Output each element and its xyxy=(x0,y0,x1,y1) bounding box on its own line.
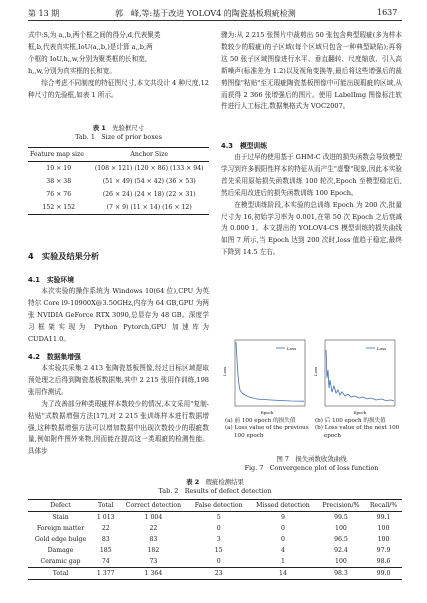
issue-number: 第 13 期 xyxy=(28,9,60,18)
table1-header: Anchor Size xyxy=(130,151,169,158)
page-number: 1637 xyxy=(377,8,398,17)
table-row xyxy=(28,556,402,568)
table-cell: 1 xyxy=(281,558,285,565)
table-cell: 3 xyxy=(216,536,221,543)
table2-header: Total xyxy=(98,502,114,509)
intro-line: 式中:S,为 a,,b,两个框之间的得分,d,代表聚类 xyxy=(28,31,161,39)
table-row xyxy=(28,162,209,176)
table2-header: False detection xyxy=(194,502,243,509)
table-cell: 100 xyxy=(335,525,347,532)
table-cell: 185 xyxy=(99,547,112,554)
paragraph: 骤为:从 2 215 张图片中裁剪出 50 张包含典型瑕疵(多为样本数较少的瑕疵)的子区域(每个区域只包含一种典型缺陷);再将这 50 张子区域图像进行水平、垂直翻转、尺度缩放、引入高斯噪声(标准差为 1.2)以及视角变换等,最后将这些增强后的裁剪图像"粘贴"至无瑕疵陶瓷基板图像中可能出现瑕疵的区域,从而获得 2 366 张增强后的图片。使用 LabelImg 图像标注软件进行人工标注,数据集格式为 VOC2007。 xyxy=(221,31,402,111)
table-cell: 100 xyxy=(377,536,390,543)
table-cell: 0 xyxy=(216,525,221,532)
table-cell: (108 × 121) (120 × 86) (133 × 94) xyxy=(94,165,204,172)
table1-header: Feature map size xyxy=(30,151,84,158)
paragraph: 本实验共采集 2 413 张陶瓷基板图像,经过目标区域提取预处理之后得到陶瓷基板数据集,其中 2 215 张用作训练,198 张用作测试。 xyxy=(28,364,209,396)
paragraph: 为了改善部分种类瑕疵样本数较少的情况,本文采用"复制-粘贴"式数据增强方法[17],对 2 215 张训练样本进行数据增强,这种数据增强方法可以增加数据中出现次数较少的瑕疵数量,例如附件图外来物,因而能在提高这一类瑕疵的检测性能。具体步 xyxy=(28,399,209,456)
table1-caption xyxy=(28,124,209,142)
table1-title-en: Size of prior boxes xyxy=(101,133,162,141)
table1-label: 表 1 xyxy=(92,124,106,132)
figure-7 xyxy=(221,330,402,450)
subcaption-en: epoch xyxy=(324,432,341,439)
table-cell: 83 xyxy=(149,536,158,543)
table-cell: 98.3 xyxy=(334,570,348,577)
subcaption-cn: (b) 后 100 epoch 的损失值 xyxy=(315,418,386,424)
loss-plot-b xyxy=(313,340,395,415)
table-cell: 182 xyxy=(147,547,160,554)
table-cell: 96.5 xyxy=(334,536,348,543)
table2-label: 表 2 xyxy=(186,478,200,486)
x-axis-label: Epoch xyxy=(260,410,274,415)
subsection-4-2-title: 4.2 数据集增强 xyxy=(28,353,81,361)
table-cell: 73 xyxy=(149,558,158,565)
intro-line: 框,b,代表真实框,IoU(a,,b,)是计算 a,,b,两 xyxy=(28,42,153,51)
table-cell: (51 × 49) (54 × 42) (36 × 53) xyxy=(102,178,196,185)
subcaption-cn: (a) 前 100 epoch 的损失值 xyxy=(225,418,296,424)
table-cell: 4 xyxy=(281,547,285,554)
table-total-row xyxy=(28,568,402,580)
table-cell: (26 × 24) (24 × 18) (22 × 31) xyxy=(102,191,196,198)
table-cell: 15 xyxy=(214,547,223,554)
table-cell: 99.5 xyxy=(334,514,348,521)
table-cell: 14 xyxy=(279,570,287,577)
header-rule xyxy=(28,20,402,21)
table-row xyxy=(28,545,402,556)
prior-box-table xyxy=(28,147,209,215)
table2-header: Missed detection xyxy=(256,502,310,509)
table-cell: 0 xyxy=(281,536,285,543)
training-text xyxy=(221,152,402,259)
table-cell: Ceramic gap xyxy=(40,558,81,565)
table-cell: 1 377 xyxy=(96,570,115,577)
table2-header: Correct detection xyxy=(125,502,182,509)
table-header-row xyxy=(28,500,402,512)
subfigure-b-caption xyxy=(315,418,402,440)
legend-label: Loss xyxy=(287,346,297,351)
table-cell: Foreign matter xyxy=(36,525,85,532)
table2-caption xyxy=(28,478,402,496)
table-row xyxy=(28,512,402,524)
table-cell: 100 xyxy=(335,558,347,565)
table-cell: 19 × 19 xyxy=(46,165,72,172)
figure-caption-en: Fig. 7 Convergence plot of loss function xyxy=(244,464,379,472)
augmentation-text xyxy=(28,363,209,458)
table-cell: 9 xyxy=(281,514,285,521)
subcaption-en: (b) Loss value of the next 100 xyxy=(315,425,400,432)
augmentation-steps-text xyxy=(221,30,402,113)
table-cell: 23 xyxy=(214,570,223,577)
table-cell: 92.4 xyxy=(334,547,348,554)
subcaption-en: (a) Loss value of the previous xyxy=(225,425,309,432)
table-cell: 83 xyxy=(101,536,110,543)
table-cell: (7 × 9) (11 × 14) (16 × 12) xyxy=(106,204,192,211)
table-cell: 99.1 xyxy=(376,514,391,521)
table-cell: 99.0 xyxy=(376,570,391,577)
table2-header: Precision/% xyxy=(322,502,360,509)
table-cell: 97.9 xyxy=(376,547,391,554)
table-cell: 1 364 xyxy=(144,570,163,577)
figure7-caption xyxy=(221,455,402,473)
intro-text-block xyxy=(28,30,209,101)
subsection-4-3-title: 4.3 模型训练 xyxy=(221,142,268,150)
table-cell: 76 × 76 xyxy=(46,191,72,198)
table2-title: 瑕疵检测结果 xyxy=(205,478,244,486)
table-cell: 1 004 xyxy=(144,514,163,521)
table2-header: Recall/% xyxy=(369,502,398,509)
table-cell: 22 xyxy=(101,525,110,532)
table2-title-en: Results of defect detection xyxy=(184,487,272,495)
running-title: 郭 峰,等:基于改进 YOLOV4 的陶瓷基板瑕疵检测 xyxy=(115,9,296,18)
table-cell: 5 xyxy=(216,514,221,521)
table-cell: 38 × 38 xyxy=(46,178,72,185)
loss-plot-a xyxy=(222,340,305,415)
y-axis-label: Loss xyxy=(313,366,318,376)
legend-label: Loss xyxy=(377,346,387,351)
environment-text xyxy=(28,286,209,346)
table-cell: 0 xyxy=(281,525,285,532)
paragraph: 本次实验的操作系统为 Windows 10(64 位),CPU 为英特尔 Core i9-10900X@3.50GHz,内存为 64 GB,GPU 为两张 NVIDIA GeForce RTX 3090,总显存为 48 GB。深度学习框架实现为 Python Pytorch,GPU 加速库为 CUDA11.0。 xyxy=(28,287,209,343)
subsection-4-1-title: 4.1 实验环境 xyxy=(28,276,75,284)
table2-label-en: Tab. 2 xyxy=(158,487,179,495)
table-row xyxy=(28,175,209,188)
intro-line: h,,w,分别为真实框的长和宽。 xyxy=(28,66,116,75)
section-4-title: 4 实验及结果分析 xyxy=(28,251,100,261)
paragraph: 综合考虑不同制度的特征图尺寸,本文共设计 4 种尺度,12 种尺寸的先验框,如表 1 所示。 xyxy=(28,78,209,99)
defect-detection-table xyxy=(28,499,402,580)
table-cell: Stain xyxy=(52,514,69,521)
table-cell: 0 xyxy=(216,558,221,565)
y-axis-label: Loss xyxy=(222,366,227,376)
table-row xyxy=(28,201,209,215)
table-cell: 100 xyxy=(377,525,390,532)
intro-line: 个框的 IoU,h,,w,分别为聚类框的长和宽, xyxy=(28,54,147,63)
table-row xyxy=(28,523,402,534)
subfigure-a-caption xyxy=(225,418,311,440)
table-cell: 22 xyxy=(149,525,158,532)
table-cell: 1 013 xyxy=(96,514,115,521)
table1-label-en: Tab. 1 xyxy=(75,133,95,141)
paragraph: 在模型训练阶段,本实验的总训练 Epoch 为 200 次,批量尺寸为 16,初始学习率为 0.001,在第 50 次 Epoch 之后衰减为 0.000 1。本文提出的 YOLOV4-CS 模型训练的损失曲线如图 7 所示,当 Epoch 达到 200 次时,loss 值趋于稳定,最终下降到 14.5 左右。 xyxy=(221,200,402,257)
table1-title: 先验框尺寸 xyxy=(112,124,145,132)
figure-caption-cn: 图 7 损失函数收敛曲线 xyxy=(276,455,347,463)
table-cell: 98.6 xyxy=(376,558,391,565)
subcaption-en: 100 epoch xyxy=(234,432,264,439)
table-cell: 74 xyxy=(101,558,110,565)
paragraph: 由于过早的使用基于 GHM-C 改进的损失函数会导致模型学习到许多假阳性样本的特征从而产生"虚警"现象,因此本实验首先采用原始损失函数训练 100 轮次,Epoch 至模型稳定后,然后采用改进后的损失函数训练 100 Epoch。 xyxy=(221,153,402,197)
table-cell: Total xyxy=(52,570,69,577)
table-row xyxy=(28,534,402,545)
table-cell: Gold edge bulge xyxy=(34,536,87,543)
table-cell: Damage xyxy=(47,547,74,554)
table-cell: 152 × 152 xyxy=(42,204,76,211)
x-axis-label: Epoch xyxy=(353,410,367,415)
loss-curve-line xyxy=(326,350,394,401)
table-row xyxy=(28,188,209,201)
table2-header: Defect xyxy=(50,502,71,509)
